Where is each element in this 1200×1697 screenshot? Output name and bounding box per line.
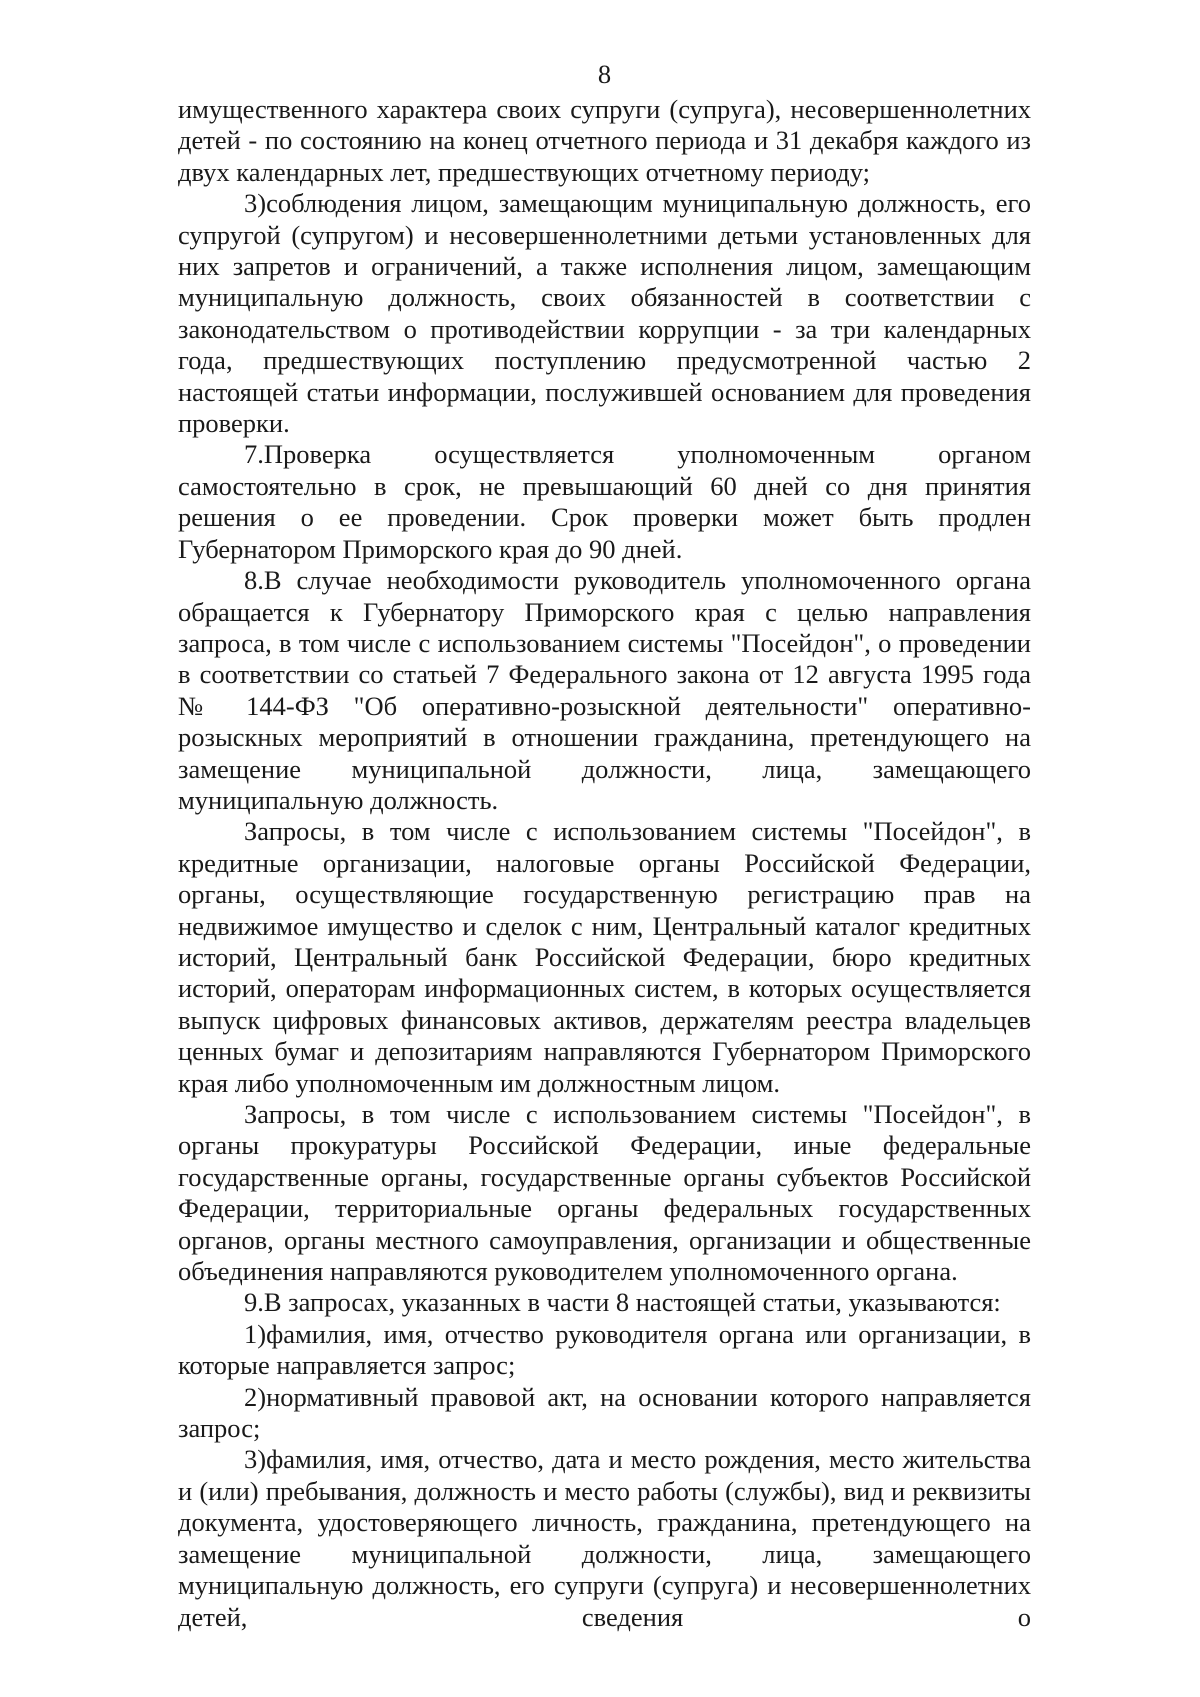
paragraph-requests-prosecutor: Запросы, в том числе с использованием системы "Посейдон", в органы прокуратуры Российской Федерации, иные федеральные государственные органы, государственные органы субъектов Российской Федерации, территориальные органы федеральных государственных органов, органы местного самоуправления, организации и общественные объединения направляются руководителем уполномоченного органа. — [178, 1099, 1031, 1287]
paragraph-item-1: 1)фамилия, имя, отчество руководителя органа или организации, в которые направляется запрос; — [178, 1318, 1031, 1381]
paragraph-continuation: имущественного характера своих супруги (супруга), несовершеннолетних детей - по состоянию на конец отчетного периода и 31 декабря каждого из двух календарных лет, предшествующих отчетному периоду; — [178, 94, 1031, 187]
paragraph-item-2: 2)нормативный правовой акт, на основании которого направляется запрос; — [178, 1381, 1031, 1444]
paragraph-section-8: 8.В случае необходимости руководитель уполномоченного органа обращается к Губернатору Приморского края с целью направления запроса, в том числе с использованием системы "Посейдон", о проведении в соответствии со статьей 7 Федерального закона от 12 августа 1995 года № 144-ФЗ "Об оперативно-розыскной деятельности" оперативно-розыскных мероприятий в отношении гражданина, претендующего на замещение муниципальной должности, лица, замещающего муниципальную должность. — [178, 565, 1031, 815]
paragraph-section-7: 7.Проверка осуществляется уполномоченным органом самостоятельно в срок, не превышающий 60 дней со дня принятия решения о ее проведении. Срок проверки может быть продлен Губернатором Приморского края до 90 дней. — [178, 439, 1031, 564]
paragraph-section-9: 9.В запросах, указанных в части 8 настоящей статьи, указываются: — [244, 1287, 1001, 1318]
paragraph-requests-credit: Запросы, в том числе с использованием системы "Посейдон", в кредитные организации, налоговые органы Российской Федерации, органы, осуществляющие государственную регистрацию прав на недвижимое имущество и сделок с ним, Центральный каталог кредитных историй, Центральный банк Российской Федерации, бюро кредитных историй, операторам информационных систем, в которых осуществляется выпуск цифровых финансовых активов, держателям реестра владельцев ценных бумаг и депозитариям направляются Губернатором Приморского края либо уполномоченным им должностным лицом. — [178, 816, 1031, 1098]
page-number: 8 — [597, 59, 612, 89]
paragraph-item-3-details: 3)фамилия, имя, отчество, дата и место рождения, место жительства и (или) пребывания, должность и место работы (службы), вид и реквизиты документа, удостоверяющего личность, гражданина, претендующего на замещение муниципальной должности, лица, замещающего муниципальную должность, его супруги (супруга) и несовершеннолетних детей, сведения о — [178, 1444, 1031, 1632]
document-page — [178, 58, 1031, 1633]
paragraph-item-3: 3)соблюдения лицом, замещающим муниципальную должность, его супругой (супругом) и несовершеннолетними детьми установленных для них запретов и ограничений, а также исполнения лицом, замещающим муниципальную должность, своих обязанностей в соответствии с законодательством о противодействии коррупции - за три календарных года, предшествующих поступлению предусмотренной частью 2 настоящей статьи информации, послужившей основанием для проведения проверки. — [178, 188, 1031, 439]
